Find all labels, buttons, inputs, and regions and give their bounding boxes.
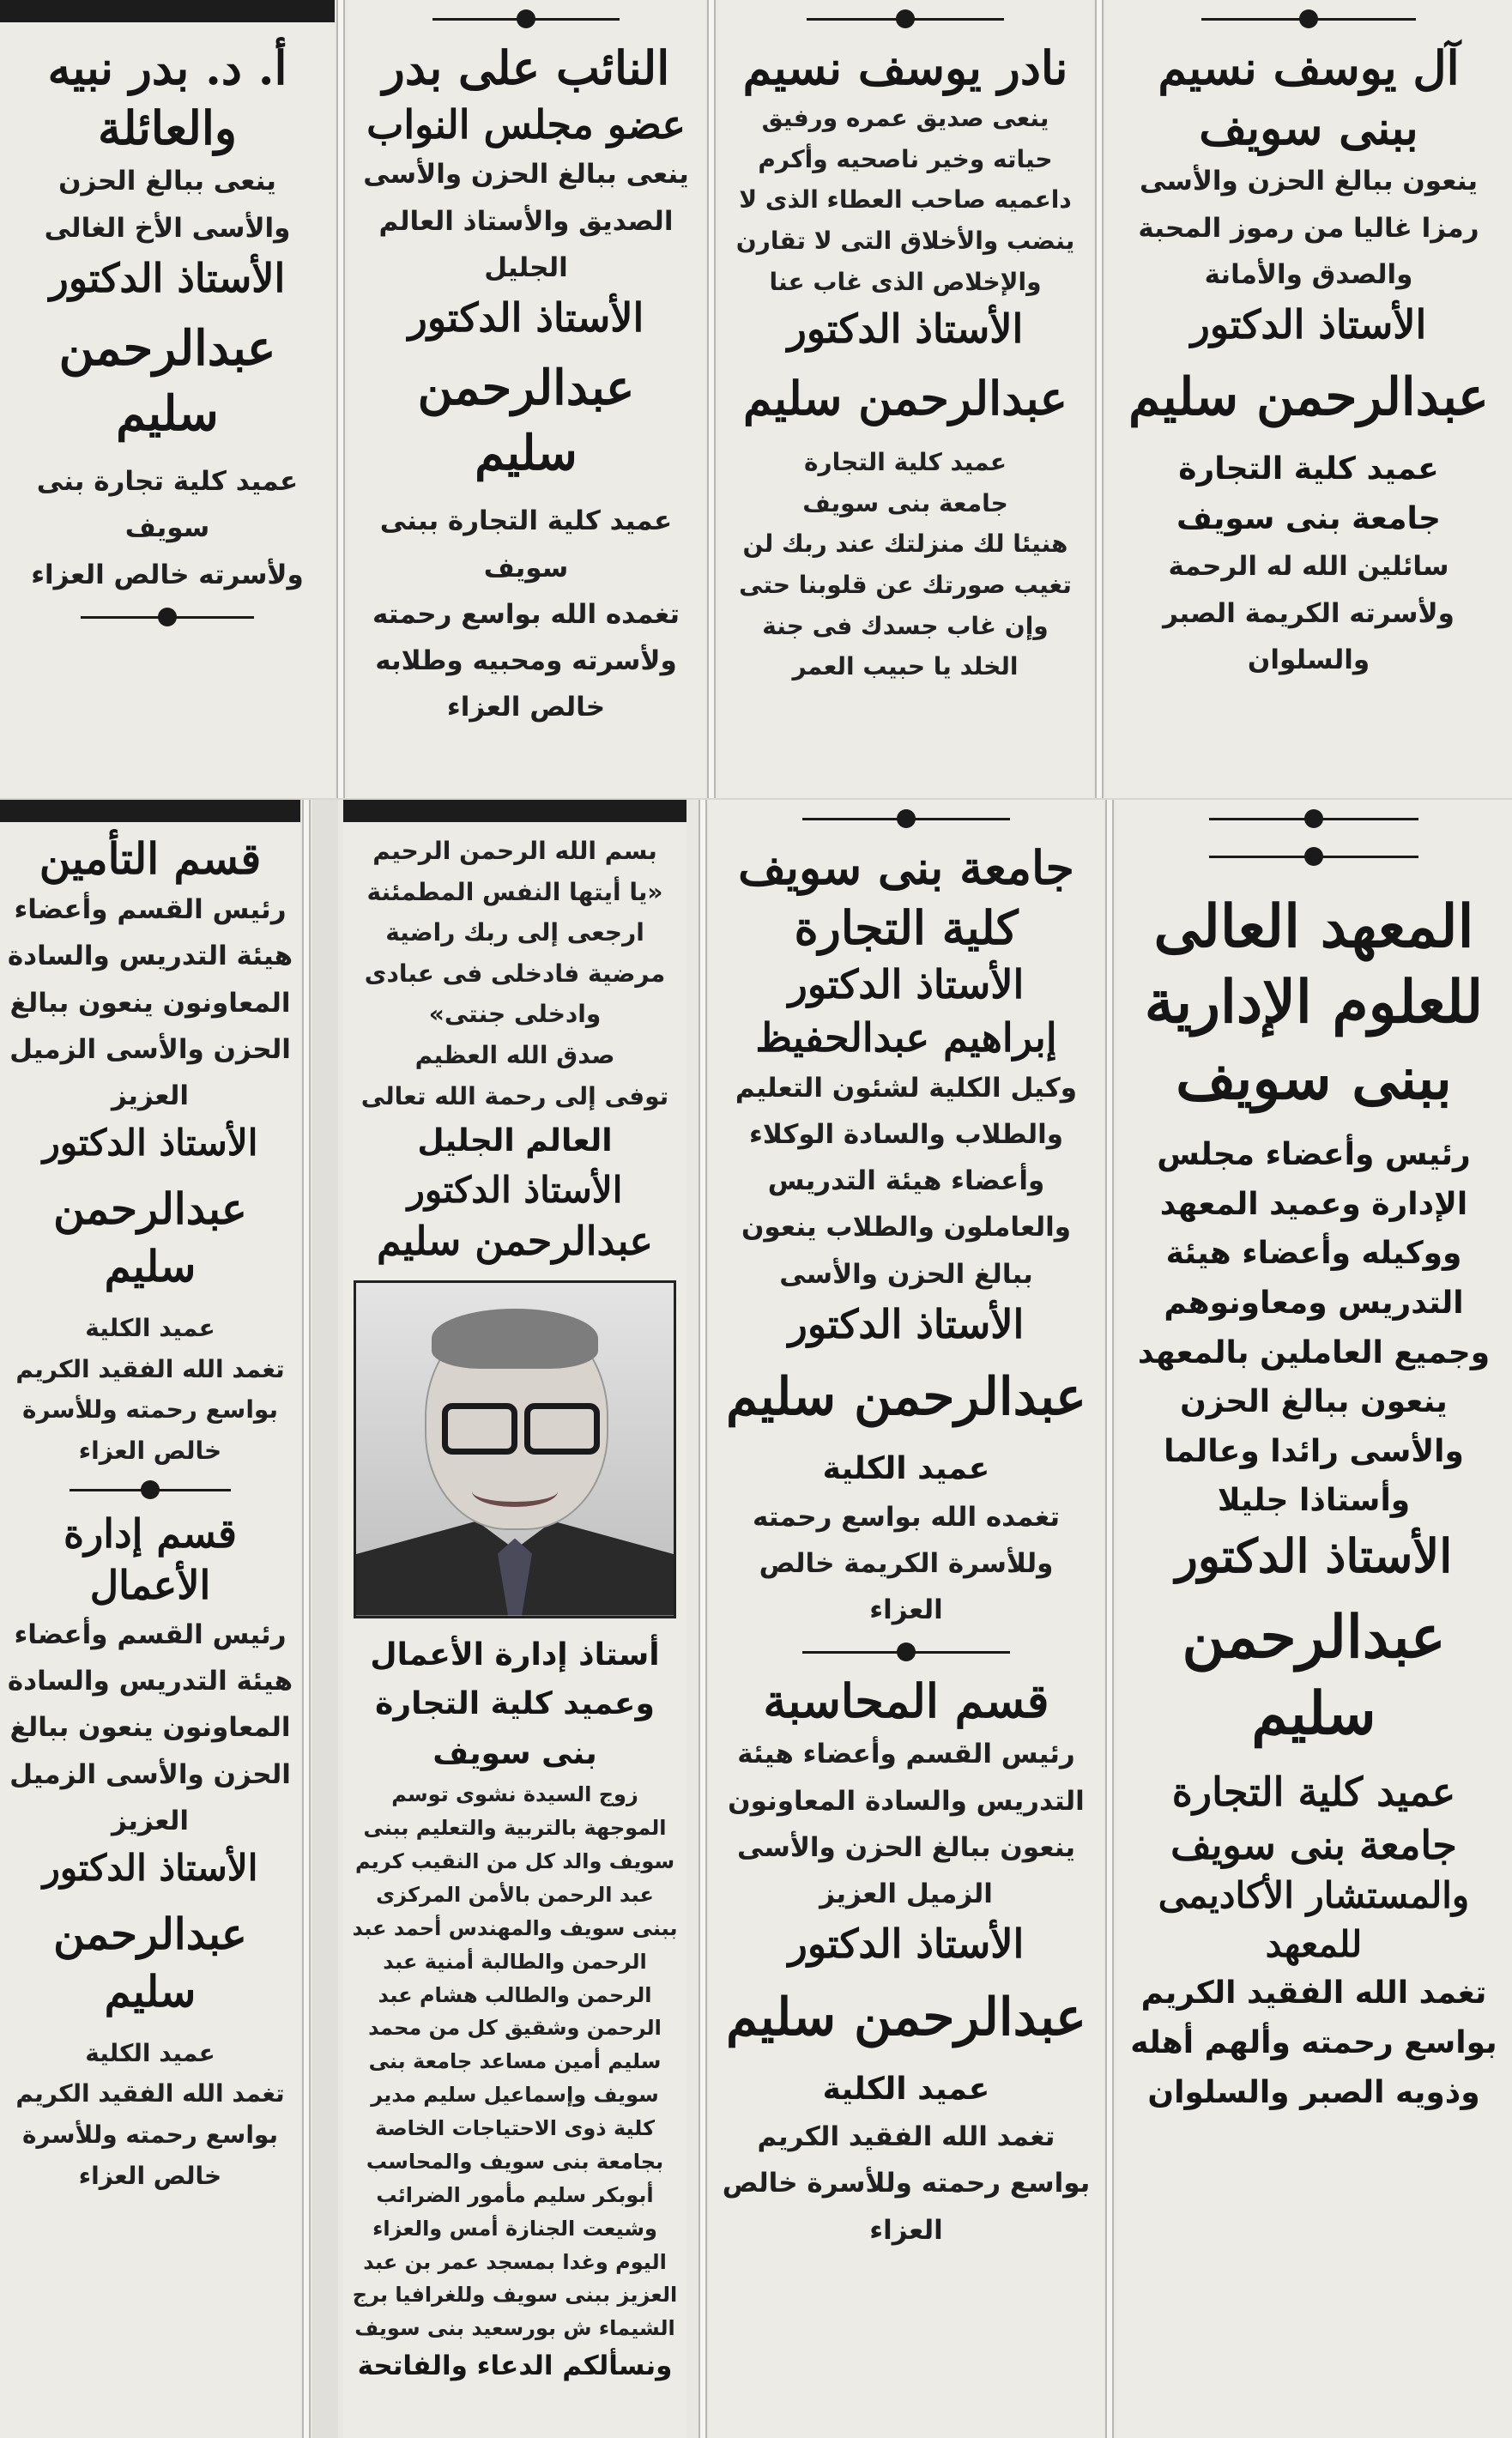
- black-header-bar: [343, 800, 686, 822]
- ornament-divider: [729, 0, 1081, 38]
- role-line: أستاذ إدارة الأعمال: [370, 1636, 660, 1673]
- closing-text: ولأسرته خالص العزاء: [31, 559, 304, 590]
- notice-text: رئيس القسم وأعضاء هيئة التدريس والسادة المعاونون ينعون ببالغ الحزن والأسى الزميل العزيز: [7, 1618, 293, 1836]
- notice-title: آل يوسف نسيم: [1158, 40, 1460, 95]
- role-line: عميد كلية التجارة: [803, 448, 1007, 477]
- prof-title: الأستاذ الدكتور: [788, 1921, 1025, 1968]
- deceased-name: عبدالرحمن سليم: [726, 1366, 1086, 1427]
- notice-title: المعهد العالى للعلوم الإدارية ببنى سويف: [1144, 892, 1484, 1113]
- ornament-divider: [12, 598, 323, 636]
- ornament-divider: [1128, 838, 1500, 875]
- prof-title: الأستاذ الدكتور: [1190, 301, 1427, 348]
- notice-text: ينعى ببالغ الحزن والأسى الأخ الغالى: [44, 166, 291, 244]
- cropped-edge-strip: [312, 800, 338, 2438]
- notice-mp-ali-badr: [347, 0, 705, 798]
- column-separator: [699, 800, 707, 2438]
- notice-nader-yousef-naseem: [717, 0, 1093, 798]
- role-line: عميد كلية التجارة: [1171, 1768, 1456, 1815]
- deceased-name: عبدالرحمن سليم: [53, 1908, 247, 2018]
- family-details: زوج السيدة نشوى توسم الموجهة بالتربية والتعليم ببنى سويف والد كل من النقيب كريم عبد الرحمن بالأمن المركزى ببنى سويف والمهندس أحمد عبد الرحمن والطالبة أمنية عبد الرحمن والطالب هشام عبد الرحمن وشقيق كل من محمد سليم أمين مساعد جامعة بنى سويف وإسماعيل سليم مدير كلية ذوى الاحتياجات الخاصة بجامعة بنى سويف والمحاسب أبوبكر سليم مأمور الضرائب وشيعت الجنازة أمس والعزاء اليوم وغدا بمسجد عمر بن عبد العزيز ببنى سويف وللغرافيا برج الشيماء ش بورسعيد بنى سويف: [352, 1782, 678, 2341]
- deceased-name: عبدالرحمن سليم: [743, 371, 1067, 426]
- died-line: توفى إلى رحمة الله تعالى: [360, 1081, 669, 1110]
- notice-title: نادر يوسف نسيم: [742, 40, 1068, 95]
- deceased-name: عبدالرحمن سليم: [1128, 367, 1489, 428]
- role-line: بنى سويف: [432, 1735, 597, 1771]
- notice-text: ينعون ببالغ الحزن والأسى رمزا غاليا من رموز المحبة والصدق والأمانة: [1138, 166, 1479, 290]
- deceased-name: عبدالرحمن سليم: [417, 360, 635, 481]
- notice-title: النائب على بدر: [382, 40, 670, 95]
- closing-text: تغمد الله الفقيد الكريم بواسع رحمته وللأسرة خالص العزاء: [722, 2121, 1091, 2246]
- notice-text: وكيل الكلية لشئون التعليم والطلاب والسادة الوكلاء وأعضاء هيئة التدريس والعاملون والطلاب ينعون ببالغ الحزن والأسى: [735, 1072, 1078, 1290]
- dept-title: قسم المحاسبة: [763, 1673, 1049, 1729]
- deceased-photo: [354, 1280, 676, 1618]
- prof-title: الأستاذ الدكتور: [407, 1168, 623, 1211]
- notice-text: ينعى ببالغ الحزن والأسى الصديق والأستاذ العالم الجليل: [363, 159, 689, 283]
- role-line: عميد الكلية: [822, 1450, 990, 1486]
- prof-title: الأستاذ الدكتور: [42, 1122, 258, 1165]
- ornament-divider: [7, 1471, 293, 1509]
- notice-family-obituary: [343, 800, 686, 2438]
- bottom-half: [0, 800, 1512, 2438]
- deceased-name: عبدالرحمن سليم: [53, 1183, 247, 1292]
- prof-title: الأستاذ الدكتور: [408, 294, 644, 342]
- top-half: [0, 0, 1512, 798]
- closing-text: تغمده الله بواسع رحمته وللأسرة الكريمة خالص العزاء: [752, 1501, 1060, 1625]
- closing-text: ونسألكم الدعاء والفاتحة: [357, 2350, 673, 2382]
- role-line: عميد الكلية: [85, 2038, 215, 2067]
- notice-subtitle: كلية التجارة: [794, 900, 1019, 956]
- closing-text: تغمد الله الفقيد الكريم بواسع رحمته وللأسرة خالص العزاء: [15, 2079, 285, 2190]
- notice-departments: [0, 800, 300, 2438]
- closing-text: هنيئا لك منزلتك عند ربك لن تغيب صورتك عن قلوبنا حتى وإن غاب جسدك فى جنة الخلد يا حبيب العمر: [739, 529, 1072, 681]
- black-header-bar: [0, 800, 300, 822]
- notice-subtitle: عضو مجلس النواب: [366, 101, 686, 148]
- ornament-divider: [721, 800, 1092, 838]
- column-separator: [707, 0, 716, 798]
- scholar-line: العالم الجليل: [417, 1123, 613, 1159]
- black-header-bar: [0, 0, 335, 22]
- role-line: وعميد كلية التجارة: [375, 1686, 655, 1722]
- ornament-divider: [1128, 800, 1500, 838]
- deceased-name: عبدالرحمن سليم: [1182, 1603, 1446, 1748]
- notice-subtitle: ببنى سويف: [1199, 100, 1418, 156]
- sadaq-line: صدق الله العظيم: [414, 1040, 615, 1069]
- notice-text: رئيس القسم وأعضاء هيئة التدريس والسادة المعاونون ينعون ببالغ الحزن والأسى الزميل العزيز: [7, 894, 293, 1111]
- role-line: عميد الكلية: [822, 2071, 990, 2107]
- notice-subtitle: والعائلة: [98, 100, 237, 156]
- column-separator: [1105, 800, 1114, 2438]
- closing-text: سائلين الله له الرحمة ولأسرته الكريمة الصبر والسلوان: [1163, 551, 1455, 675]
- notice-title: أ. د. بدر نبيه: [47, 40, 287, 95]
- prof-title: الأستاذ الدكتور: [787, 306, 1024, 353]
- notice-yousef-naseem-family: [1105, 0, 1512, 798]
- deceased-name: عبدالرحمن سليم: [58, 319, 276, 442]
- closing-text: تغمد الله الفقيد الكريم بواسع رحمته وألهم أهله وذويه الصبر والسلوان: [1130, 1975, 1497, 2110]
- role-line: عميد كلية التجارة ببنى سويف: [379, 505, 673, 584]
- notice-text: رئيس وأعضاء مجلس الإدارة وعميد المعهد ووكيله وأعضاء هيئة التدريس ومعاونوهم وجميع العاملين بالمعهد ينعون ببالغ الحزن والأسى رائدا وعالما وأستاذا جليلا: [1137, 1137, 1491, 1519]
- notice-university-commerce: [709, 800, 1104, 2438]
- prof-title: الأستاذ الدكتور: [788, 961, 1025, 1008]
- prof-title: الأستاذ الدكتور: [49, 254, 286, 301]
- notice-text: ينعى صديق عمره ورفيق حياته وخير ناصحيه وأكرم داعميه صاحب العطاء الذى لا ينضب والأخلاق التى لا تقارن والإخلاص الذى غاب عنا: [735, 104, 1075, 296]
- notice-text: رئيس القسم وأعضاء هيئة التدريس والسادة المعاونون ينعون ببالغ الحزن والأسى الزميل العزيز: [728, 1739, 1085, 1910]
- sender-name: إبراهيم عبدالحفيظ: [755, 1014, 1057, 1062]
- quran-verse: «يا أيتها النفس المطمئنة ارجعى إلى ربك راضية مرضية فادخلى فى عبادى وادخلى جنتى»: [364, 877, 666, 1029]
- dept-title: قسم التأمين: [39, 833, 262, 884]
- role-line: عميد كلية التجارة: [1178, 451, 1439, 487]
- role-line: والمستشار الأكاديمى للمعهد: [1158, 1874, 1470, 1965]
- closing-text: تغمد الله الفقيد الكريم بواسع رحمته وللأسرة خالص العزاء: [15, 1354, 285, 1465]
- prof-title: الأستاذ الدكتور: [788, 1300, 1025, 1347]
- role-line: جامعة بنى سويف: [1176, 500, 1441, 536]
- basmala: بسم الله الرحمن الرحيم: [372, 837, 657, 865]
- prof-title: الأستاذ الدكتور: [42, 1847, 258, 1890]
- ornament-divider: [359, 0, 693, 38]
- column-separator: [1095, 0, 1104, 798]
- notice-badr-nabih: [0, 0, 335, 798]
- column-separator: [302, 800, 311, 2438]
- notice-higher-institute: [1116, 800, 1512, 2438]
- notice-title: جامعة بنى سويف: [738, 840, 1074, 895]
- deceased-name: عبدالرحمن سليم: [377, 1218, 653, 1265]
- column-separator: [336, 0, 345, 798]
- role-line: عميد الكلية: [85, 1313, 215, 1342]
- deceased-name: عبدالرحمن سليم: [726, 1987, 1086, 2048]
- role-line: جامعة بنى سويف: [802, 488, 1008, 517]
- ornament-divider: [1117, 0, 1500, 38]
- role-line: عميد كلية تجارة بنى سويف: [36, 466, 299, 544]
- closing-text: تغمده الله بواسع رحمته ولأسرته ومحبيه وطلابه خالص العزاء: [372, 598, 680, 723]
- prof-title: الأستاذ الدكتور: [1175, 1528, 1453, 1583]
- dept-title: قسم إدارة الأعمال: [63, 1510, 237, 1609]
- role-line: جامعة بنى سويف: [1170, 1821, 1457, 1868]
- ornament-divider: [721, 1633, 1092, 1671]
